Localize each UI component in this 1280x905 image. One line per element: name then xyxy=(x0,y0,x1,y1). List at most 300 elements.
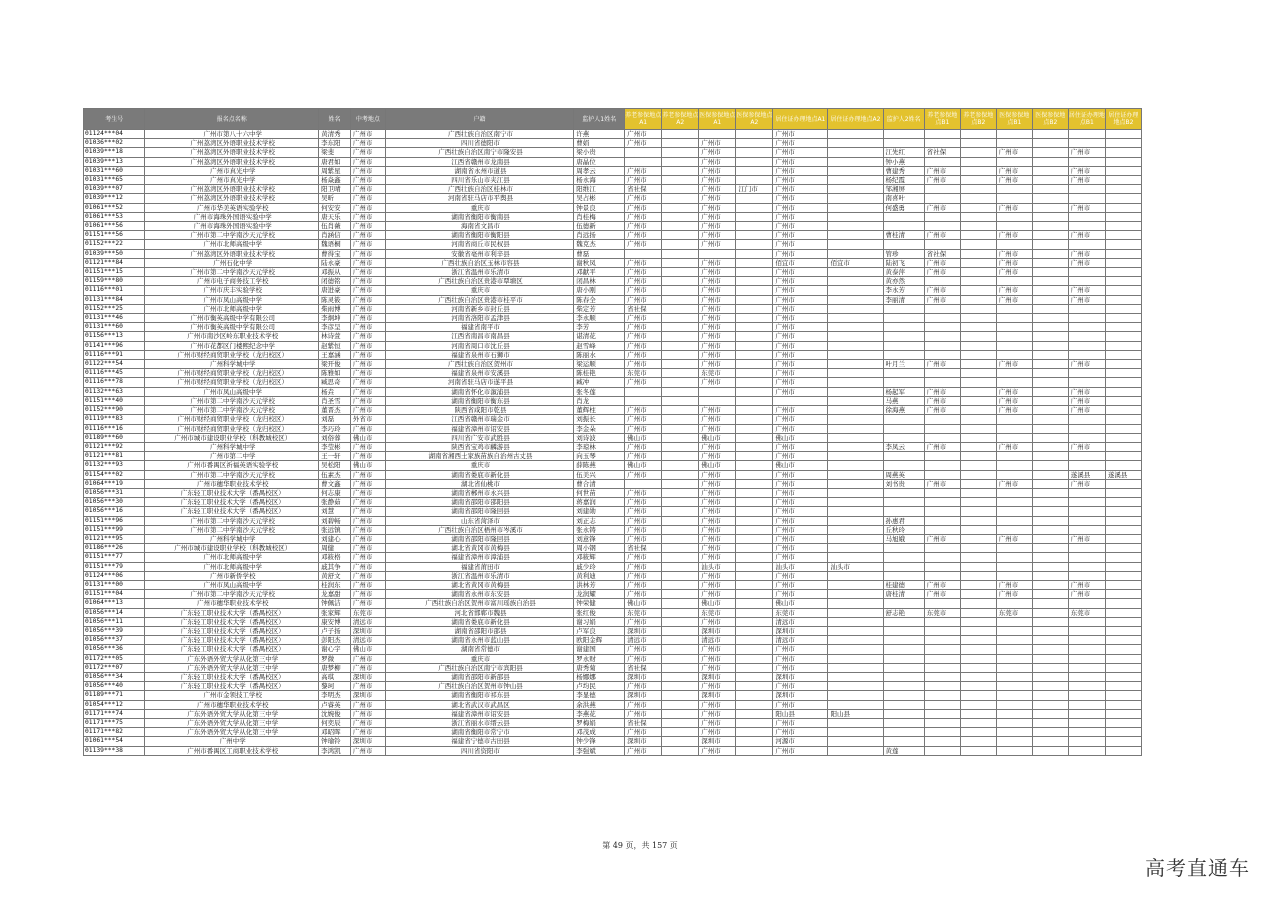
table-cell xyxy=(736,700,773,709)
table-cell xyxy=(960,498,996,507)
table-cell: 广州市 xyxy=(773,525,828,534)
table-cell xyxy=(828,746,883,755)
table-cell xyxy=(1105,387,1141,396)
table-cell xyxy=(924,304,960,313)
table-cell: 广州市 xyxy=(1068,166,1105,175)
table-cell: 广州市第二中学南沙天元学校 xyxy=(145,590,319,599)
table-cell xyxy=(1105,700,1141,709)
table-cell: 李芳 xyxy=(574,323,625,332)
table-cell: 广州市 xyxy=(773,222,828,231)
table-row xyxy=(84,268,1142,277)
table-cell: 汕头市 xyxy=(773,562,828,571)
table-cell: 广州市 xyxy=(699,415,736,424)
table-cell: 唐桂清 xyxy=(883,590,924,599)
table-cell xyxy=(1105,341,1141,350)
table-cell: 广州市 xyxy=(350,249,385,258)
table-cell: 广州市 xyxy=(350,544,385,553)
table-cell xyxy=(960,194,996,203)
table-cell xyxy=(1105,544,1141,553)
table-cell xyxy=(1105,148,1141,157)
table-cell xyxy=(924,645,960,654)
table-cell xyxy=(662,258,699,267)
table-cell: 广州市 xyxy=(350,580,385,589)
table-cell xyxy=(662,332,699,341)
table-cell xyxy=(960,295,996,304)
table-cell: 01159***80 xyxy=(84,277,145,286)
table-cell xyxy=(1105,599,1141,608)
table-cell xyxy=(924,599,960,608)
table-cell xyxy=(996,415,1032,424)
table-cell: 广州市 xyxy=(699,203,736,212)
table-cell xyxy=(960,728,996,737)
table-cell xyxy=(662,304,699,313)
table-cell: 沈婉俊 xyxy=(319,709,351,718)
table-cell xyxy=(883,728,924,737)
table-cell: 湖北省黄冈市黄梅县 xyxy=(385,580,574,589)
table-cell xyxy=(924,350,960,359)
table-cell xyxy=(996,654,1032,663)
table-cell: 广州市 xyxy=(699,148,736,157)
table-cell xyxy=(924,737,960,746)
table-cell xyxy=(828,378,883,387)
table-cell xyxy=(924,516,960,525)
table-cell: 广州市 xyxy=(625,166,662,175)
table-cell xyxy=(960,682,996,691)
table-row xyxy=(84,516,1142,525)
table-cell xyxy=(996,516,1032,525)
table-cell xyxy=(828,185,883,194)
table-cell xyxy=(960,240,996,249)
table-cell: 广州市 xyxy=(625,341,662,350)
table-cell: 伍美兴 xyxy=(574,470,625,479)
table-cell: 浙江省温州市乐清市 xyxy=(385,268,574,277)
table-cell xyxy=(1032,507,1068,516)
table-cell xyxy=(1068,488,1105,497)
table-cell: 广州市 xyxy=(699,258,736,267)
table-cell xyxy=(996,525,1032,534)
table-cell: 林诗萱 xyxy=(319,332,351,341)
table-cell xyxy=(736,378,773,387)
table-row xyxy=(84,369,1142,378)
table-row xyxy=(84,479,1142,488)
table-cell: 广州市 xyxy=(773,682,828,691)
table-cell: 安徽省亳州市利辛县 xyxy=(385,249,574,258)
table-cell xyxy=(996,222,1032,231)
table-cell: 广州市凤山高级中学 xyxy=(145,295,319,304)
table-cell xyxy=(996,194,1032,203)
table-cell xyxy=(924,415,960,424)
table-cell xyxy=(924,498,960,507)
table-cell: 吴松阳 xyxy=(319,461,351,470)
table-cell xyxy=(828,580,883,589)
table-cell xyxy=(1032,654,1068,663)
table-cell xyxy=(828,737,883,746)
table-cell: 广州市 xyxy=(350,185,385,194)
table-cell xyxy=(828,691,883,700)
table-cell xyxy=(736,626,773,635)
table-row xyxy=(84,719,1142,728)
table-cell xyxy=(736,277,773,286)
table-cell xyxy=(960,590,996,599)
table-row xyxy=(84,396,1142,405)
table-cell: 01172***05 xyxy=(84,654,145,663)
table-cell: 深圳市 xyxy=(625,672,662,681)
table-cell: 广州市 xyxy=(1068,534,1105,543)
table-cell: 01189***60 xyxy=(84,433,145,442)
table-cell: 周燕英 xyxy=(883,470,924,479)
table-cell xyxy=(736,341,773,350)
table-cell xyxy=(960,277,996,286)
table-cell xyxy=(996,544,1032,553)
table-row xyxy=(84,636,1142,645)
table-cell: 湖南省衡阳市常宁市 xyxy=(385,728,574,737)
table-cell xyxy=(1105,728,1141,737)
table-cell xyxy=(1105,304,1141,313)
table-cell: 01186***26 xyxy=(84,544,145,553)
table-cell: 广州市 xyxy=(625,194,662,203)
table-cell: 唐进豪 xyxy=(319,286,351,295)
table-row xyxy=(84,249,1142,258)
table-cell: 湖南省永州市东安县 xyxy=(385,590,574,599)
table-cell xyxy=(828,617,883,626)
table-cell: 广州荔湾区外语职业技术学校 xyxy=(145,139,319,148)
table-cell: 广州市 xyxy=(699,277,736,286)
table-cell: 广东轻工职业技术大学（番禺校区） xyxy=(145,498,319,507)
table-cell: 广州市 xyxy=(924,176,960,185)
table-cell xyxy=(1105,479,1141,488)
table-cell: 01139***38 xyxy=(84,746,145,755)
table-cell: 曹合清 xyxy=(574,479,625,488)
table-cell xyxy=(1105,626,1141,635)
table-cell: 01116***45 xyxy=(84,369,145,378)
table-cell xyxy=(828,700,883,709)
table-cell: 邓振从 xyxy=(319,268,351,277)
table-cell xyxy=(924,626,960,635)
table-cell xyxy=(1032,728,1068,737)
table-cell xyxy=(699,387,736,396)
table-cell xyxy=(1032,360,1068,369)
table-cell xyxy=(828,682,883,691)
table-cell: 谢习娟 xyxy=(574,617,625,626)
table-cell xyxy=(828,148,883,157)
table-cell xyxy=(828,488,883,497)
table-cell: 何安安 xyxy=(319,203,351,212)
table-cell: 01119***83 xyxy=(84,415,145,424)
table-cell xyxy=(996,433,1032,442)
table-cell: 广州市 xyxy=(350,277,385,286)
table-cell: 广州市 xyxy=(699,507,736,516)
table-cell: 广州市番禺区工商职业技术学校 xyxy=(145,746,319,755)
table-cell: 广州市 xyxy=(699,240,736,249)
table-cell xyxy=(1105,194,1141,203)
table-cell xyxy=(1068,599,1105,608)
table-cell: 曹磊 xyxy=(574,249,625,258)
table-cell: 河南省周口市沈丘县 xyxy=(385,341,574,350)
table-cell xyxy=(883,304,924,313)
table-cell: 钟景良 xyxy=(574,203,625,212)
table-row xyxy=(84,166,1142,175)
table-cell xyxy=(662,470,699,479)
table-cell xyxy=(662,157,699,166)
table-cell: 广州市 xyxy=(625,332,662,341)
table-cell: 广州市花都区门楼熙纪念中学 xyxy=(145,341,319,350)
table-cell: 广州市 xyxy=(699,139,736,148)
table-cell: 广州市 xyxy=(699,470,736,479)
table-cell xyxy=(736,737,773,746)
table-cell: 广州市 xyxy=(625,176,662,185)
table-cell: 广州市 xyxy=(699,212,736,221)
table-cell: 广州市 xyxy=(350,709,385,718)
table-cell xyxy=(1105,415,1141,424)
table-cell: 广州市 xyxy=(996,442,1032,451)
table-cell xyxy=(924,691,960,700)
table-cell: 广州市 xyxy=(350,452,385,461)
table-cell: 汕头市 xyxy=(699,562,736,571)
table-cell: 刘碧畅 xyxy=(319,516,351,525)
table-cell: 深圳市 xyxy=(773,626,828,635)
table-cell: 01131***84 xyxy=(84,295,145,304)
table-cell xyxy=(828,341,883,350)
table-cell: 东莞市 xyxy=(699,369,736,378)
table-cell: 广州市 xyxy=(699,654,736,663)
table-cell: 钟瑜铃 xyxy=(319,737,351,746)
table-cell: 广州市 xyxy=(699,590,736,599)
table-cell xyxy=(883,737,924,746)
table-cell: 佛山市 xyxy=(699,461,736,470)
table-cell: 广州市 xyxy=(699,231,736,240)
table-cell xyxy=(736,654,773,663)
table-cell: 广州市 xyxy=(996,166,1032,175)
table-cell: 广州市 xyxy=(350,562,385,571)
table-cell xyxy=(1068,323,1105,332)
table-cell xyxy=(960,286,996,295)
table-cell xyxy=(736,231,773,240)
table-cell: 广州市 xyxy=(924,442,960,451)
table-cell: 01151***56 xyxy=(84,231,145,240)
column-header: 养老参保地点B2 xyxy=(960,109,996,130)
table-cell: 董辉柱 xyxy=(574,406,625,415)
table-cell: 广州市 xyxy=(699,323,736,332)
table-cell: 广州市 xyxy=(350,314,385,323)
table-cell: 广州市 xyxy=(773,295,828,304)
table-cell xyxy=(1105,719,1141,728)
table-cell: 桂润东 xyxy=(319,580,351,589)
table-cell: 广州市 xyxy=(350,194,385,203)
table-cell xyxy=(883,626,924,635)
table-cell xyxy=(924,636,960,645)
table-cell: 湖南省衡阳市衡阳县 xyxy=(385,231,574,240)
table-cell: 广州市 xyxy=(350,268,385,277)
table-cell xyxy=(736,350,773,359)
table-cell: 广西壮族自治区南宁市宾阳县 xyxy=(385,663,574,672)
table-cell: 广州市 xyxy=(773,369,828,378)
table-cell xyxy=(1032,571,1068,580)
table-cell xyxy=(1032,488,1068,497)
table-cell: 广州市 xyxy=(699,350,736,359)
table-cell: 海南省文昌市 xyxy=(385,222,574,231)
table-cell xyxy=(1032,424,1068,433)
table-cell xyxy=(662,268,699,277)
table-row xyxy=(84,258,1142,267)
table-cell: 陈雅如 xyxy=(319,369,351,378)
table-cell: 广州市 xyxy=(773,507,828,516)
table-cell: 广州市 xyxy=(350,488,385,497)
table-cell: 河北省邯郸市魏县 xyxy=(385,608,574,617)
column-header: 养老参保地点A2 xyxy=(662,109,699,130)
table-cell: 01054***12 xyxy=(84,700,145,709)
table-cell xyxy=(736,203,773,212)
table-cell xyxy=(736,314,773,323)
table-cell: 01064***19 xyxy=(84,479,145,488)
table-cell xyxy=(960,203,996,212)
table-cell: 曹得宝 xyxy=(319,249,351,258)
table-cell: 李莹彬 xyxy=(319,442,351,451)
table-cell xyxy=(1105,571,1141,580)
table-row xyxy=(84,746,1142,755)
table-cell: 深圳市 xyxy=(773,672,828,681)
table-cell: 洪林芳 xyxy=(574,580,625,589)
table-cell xyxy=(960,645,996,654)
table-cell xyxy=(924,314,960,323)
table-cell: 广州市 xyxy=(773,415,828,424)
table-cell xyxy=(924,672,960,681)
table-cell xyxy=(1105,286,1141,295)
table-cell: 广州市海珠外国语实验中学 xyxy=(145,212,319,221)
table-cell: 广州市 xyxy=(773,203,828,212)
table-cell: 广州市 xyxy=(699,442,736,451)
table-cell: 广州市 xyxy=(350,498,385,507)
table-cell: 肖圣雪 xyxy=(319,396,351,405)
table-cell xyxy=(996,139,1032,148)
table-cell xyxy=(662,415,699,424)
table-cell xyxy=(662,231,699,240)
table-cell: 广州市 xyxy=(350,240,385,249)
table-cell: 01121***95 xyxy=(84,534,145,543)
table-cell: 肖涵信 xyxy=(319,231,351,240)
table-cell xyxy=(662,369,699,378)
table-cell: 广州市 xyxy=(924,286,960,295)
table-cell xyxy=(883,719,924,728)
table-cell: 广州市 xyxy=(350,157,385,166)
table-cell xyxy=(828,645,883,654)
table-row xyxy=(84,626,1142,635)
table-cell: 广州市 xyxy=(1068,231,1105,240)
table-cell xyxy=(625,249,662,258)
table-cell xyxy=(1068,461,1105,470)
table-cell xyxy=(662,314,699,323)
table-cell xyxy=(924,571,960,580)
table-cell xyxy=(924,461,960,470)
table-cell xyxy=(924,222,960,231)
table-cell: 01121***84 xyxy=(84,258,145,267)
table-cell xyxy=(1032,682,1068,691)
table-cell: 广州市 xyxy=(773,452,828,461)
table-cell xyxy=(1032,737,1068,746)
table-cell: 马旭娥 xyxy=(883,534,924,543)
table-cell xyxy=(828,571,883,580)
table-cell: 刘诗波 xyxy=(574,433,625,442)
table-cell: 杨垚 xyxy=(319,387,351,396)
table-cell xyxy=(662,350,699,359)
table-cell: 河南省洛阳市孟津县 xyxy=(385,314,574,323)
table-cell xyxy=(960,470,996,479)
table-cell: 福建省漳州市诏安县 xyxy=(385,709,574,718)
table-cell xyxy=(996,728,1032,737)
table-cell: 清远市 xyxy=(699,636,736,645)
table-cell xyxy=(736,498,773,507)
table-cell: 广州市 xyxy=(996,258,1032,267)
table-cell xyxy=(1105,534,1141,543)
table-row xyxy=(84,672,1142,681)
table-cell xyxy=(996,277,1032,286)
table-cell: 广州市第二中学南沙天元学校 xyxy=(145,470,319,479)
table-cell xyxy=(1105,553,1141,562)
table-row xyxy=(84,461,1142,470)
table-cell xyxy=(883,672,924,681)
table-cell: 湖北省黄冈市黄梅县 xyxy=(385,544,574,553)
table-cell: 广州市 xyxy=(773,360,828,369)
table-cell xyxy=(960,212,996,221)
table-cell: 山东省菏泽市 xyxy=(385,516,574,525)
table-cell: 佰宜市 xyxy=(828,258,883,267)
table-cell: 广州市 xyxy=(625,709,662,718)
table-cell: 广州市 xyxy=(924,166,960,175)
table-cell: 广州市 xyxy=(350,231,385,240)
data-table xyxy=(83,108,1142,756)
table-cell: 01036***02 xyxy=(84,139,145,148)
table-cell xyxy=(883,350,924,359)
table-cell xyxy=(828,396,883,405)
table-cell xyxy=(1105,314,1141,323)
table-cell xyxy=(1105,636,1141,645)
table-cell: 广州科学城中学 xyxy=(145,360,319,369)
table-cell xyxy=(1032,470,1068,479)
table-cell: 广州市穗华职业技术学校 xyxy=(145,700,319,709)
table-cell xyxy=(960,461,996,470)
table-cell: 广州市 xyxy=(625,488,662,497)
table-cell xyxy=(996,719,1032,728)
table-cell: 广州市 xyxy=(350,148,385,157)
table-cell: 邓昭晖 xyxy=(319,728,351,737)
table-cell: 广州市 xyxy=(350,663,385,672)
table-cell xyxy=(1032,442,1068,451)
table-cell: 广州市 xyxy=(625,323,662,332)
table-cell xyxy=(1032,369,1068,378)
table-cell xyxy=(924,654,960,663)
table-cell: 黄亦然 xyxy=(883,277,924,286)
table-row xyxy=(84,498,1142,507)
table-cell: 广州市 xyxy=(1068,360,1105,369)
table-cell: 孙惠君 xyxy=(883,516,924,525)
table-cell: 广东轻工职业技术大学（番禺校区） xyxy=(145,645,319,654)
table-cell: 广州市 xyxy=(625,295,662,304)
table-cell: 张冬莲 xyxy=(574,387,625,396)
table-cell: 省社保 xyxy=(625,663,662,672)
table-cell: 广州市 xyxy=(699,498,736,507)
column-header: 居住证办理地点B1 xyxy=(1068,109,1105,130)
table-cell xyxy=(1105,185,1141,194)
table-cell: 张远镇 xyxy=(319,525,351,534)
table-row xyxy=(84,599,1142,608)
table-cell xyxy=(1068,415,1105,424)
table-cell xyxy=(924,194,960,203)
table-cell: 广东轻工职业技术大学（番禺校区） xyxy=(145,626,319,635)
table-cell xyxy=(828,544,883,553)
table-cell: 01189***71 xyxy=(84,691,145,700)
table-row xyxy=(84,157,1142,166)
table-cell xyxy=(924,277,960,286)
table-cell: 佛山市 xyxy=(699,599,736,608)
